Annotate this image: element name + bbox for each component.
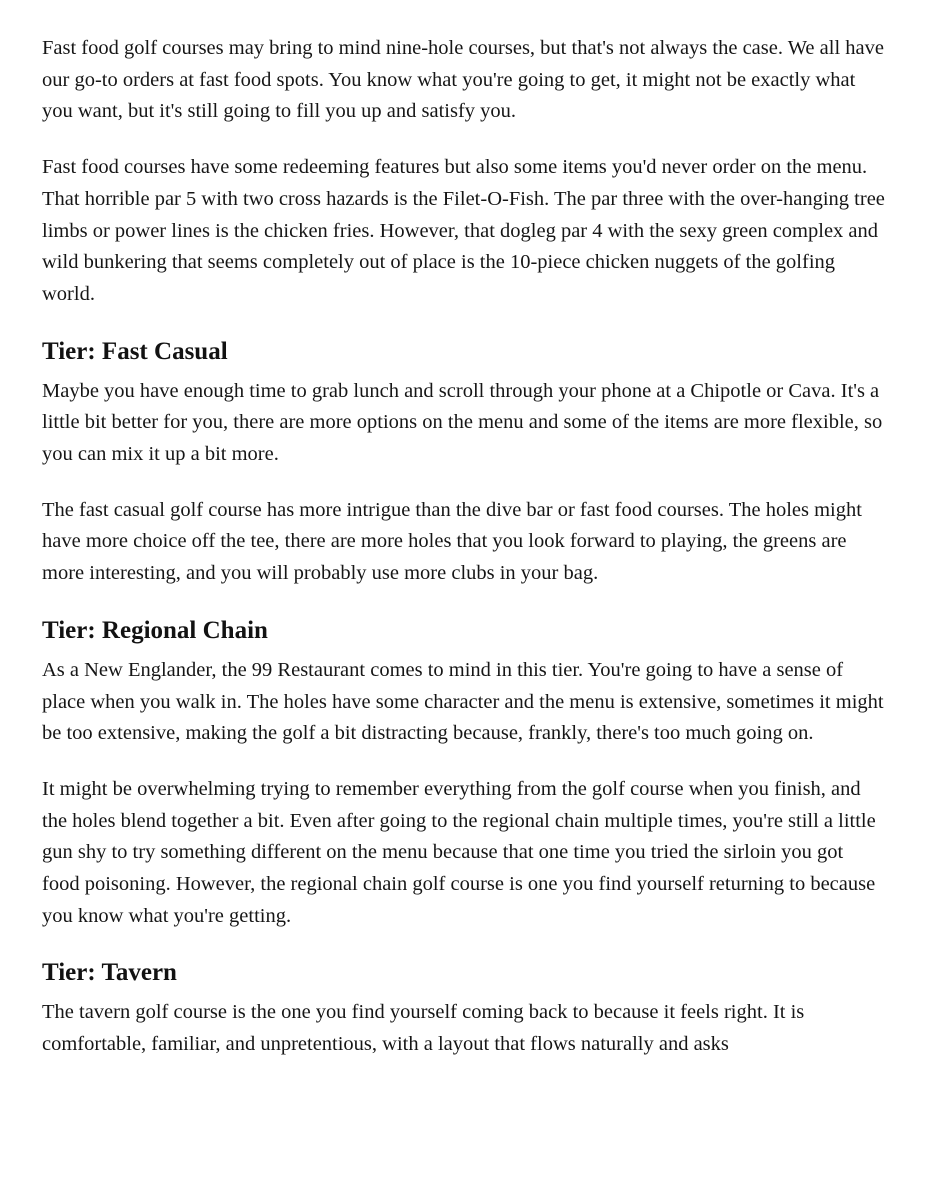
article-paragraph: It might be overwhelming trying to remember everything from the golf course when you finish, and the holes blend together a bit. Even after going to the regional chain multiple times, you're still a little gun shy to try something different on the menu because that one time you tried the sirloin you got food poisoning. However, the regional chain golf course is one you find yourself returning to because you know what you're getting.: [42, 777, 876, 927]
article-paragraph: The tavern golf course is the one you find yourself coming back to because it feels right. It is comfortable, familiar, and unpretentious, with a layout that flows naturally and asks: [42, 1001, 805, 1056]
article-paragraph: As a New Englander, the 99 Restaurant comes to mind in this tier. You're going to have a sense of place when you walk in. The holes have some character and the menu is extensive, sometimes it might be too extensive, making the golf a bit distracting because, frankly, there's too much going on.: [42, 658, 884, 745]
section-heading-tavern: Tier: Tavern: [42, 959, 177, 987]
article-paragraph: Fast food courses have some redeeming features but also some items you'd never order on the menu. That horrible par 5 with two cross hazards is the Filet-O-Fish. The par three with the over-hanging tree limbs or power lines is the chicken fries. However, that dogleg par 4 with the sexy green complex and wild bunkering that seems completely out of place is the 10-piece chicken nuggets of the golfing world.: [42, 156, 885, 305]
section-heading-fast-casual: Tier: Fast Casual: [42, 337, 228, 365]
article-paragraph: Fast food golf courses may bring to mind nine-hole courses, but that's not always the case. We all have our go-to orders at fast food spots. You know what you're going to get, it might not be exactly what you want, but it's still going to fill you up and satisfy you.: [42, 37, 884, 123]
section-heading-regional-chain: Tier: Regional Chain: [42, 616, 268, 644]
article-paragraph: Maybe you have enough time to grab lunch and scroll through your phone at a Chipotle or Cava. It's a little bit better for you, there are more options on the menu and some of the items are more flexible, so you can mix it up a bit more.: [42, 379, 883, 466]
article-paragraph: The fast casual golf course has more intrigue than the dive bar or fast food courses. The holes might have more choice off the tee, there are more holes that you look forward to playing, the greens are more interesting, and you will probably use more clubs in your bag.: [42, 498, 862, 585]
